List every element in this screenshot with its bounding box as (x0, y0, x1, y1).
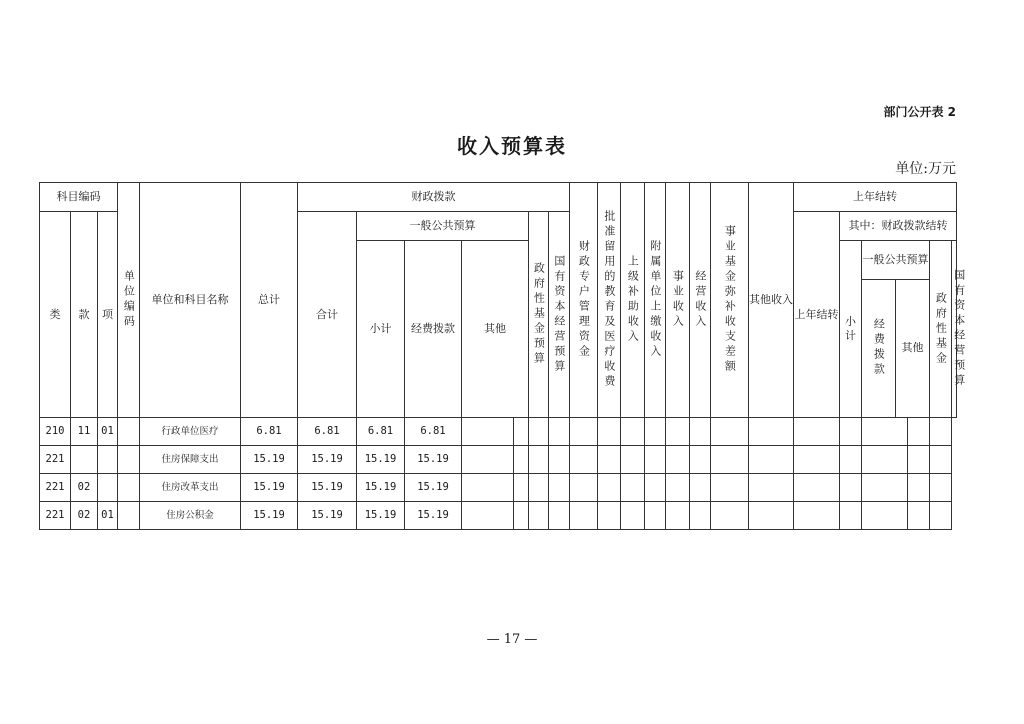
header-fiscal-appropriation: 财政拨款 (298, 183, 570, 212)
header-superior-subsidy: 上级补助收入 (621, 183, 645, 418)
header-ly-general-label: 一般公共预算 (862, 241, 929, 279)
header-ly-gov-fund: 政府性基金 (930, 241, 952, 418)
table-row: 221 住房保障支出 15.19 15.19 15.19 15.19 (40, 446, 957, 474)
page-title: 收入预算表 (457, 134, 567, 158)
header-ly-funding: 经费拨款 (862, 279, 896, 417)
header-funding: 经费拨款 (405, 241, 462, 418)
header-deficit-fund: 事业基金弥补收支差额 (711, 183, 749, 418)
header-other-income: 其他收入 (749, 183, 794, 418)
header-among-fiscal-carryover: 其中：财政拨款结转 (840, 212, 957, 241)
header-total: 总计 (241, 183, 298, 418)
header-affiliated-units: 附属单位上缴收入 (645, 183, 666, 418)
header-ly-state-capital: 国有资本经营预算 (952, 241, 957, 418)
header-xiang: 项 (98, 212, 118, 418)
header-general-budget: 一般公共预算 (357, 212, 529, 241)
header-special-account: 财政专户管理资金 (570, 183, 598, 418)
header-kuan: 款 (71, 212, 98, 418)
unit-label: 单位:万元 (895, 161, 956, 177)
header-gov-fund: 政府性基金预算 (529, 212, 549, 418)
revenue-budget-table (39, 182, 966, 530)
header-unit-name: 单位和科目名称 (140, 183, 241, 418)
header-fiscal-total: 合计 (298, 212, 357, 418)
header-last-year-carryover: 上年结转 (794, 183, 957, 212)
table-row: 221 02 住房改革支出 15.19 15.19 15.19 15.19 (40, 474, 957, 502)
header-ly-subtotal: 小计 (840, 241, 862, 418)
table-number: 部门公开表 2 (883, 105, 956, 119)
header-lei: 类 (40, 212, 71, 418)
header-ly-other: 其他 (901, 341, 924, 355)
table-row: 221 02 01 住房公积金 15.19 15.19 15.19 15.19 (40, 502, 957, 530)
header-other: 其他 (462, 241, 529, 418)
header-state-capital: 国有资本经营预算 (549, 212, 570, 418)
header-operating-income: 经营收入 (690, 183, 711, 418)
header-last-year-col: 上年结转 (794, 212, 840, 418)
table-row: 210 11 01 行政单位医疗 6.81 6.81 6.81 6.81 (40, 418, 957, 446)
header-approved-fees: 批准留用的教育及医疗收费 (598, 183, 621, 418)
header-business-income: 事业收入 (666, 183, 690, 418)
header-unit-code: 单位编码 (118, 183, 140, 418)
header-subtotal: 小计 (357, 241, 405, 418)
header-ly-general (862, 241, 930, 418)
header-subject-code: 科目编码 (40, 183, 118, 212)
page-number: — 17 — (486, 632, 538, 647)
